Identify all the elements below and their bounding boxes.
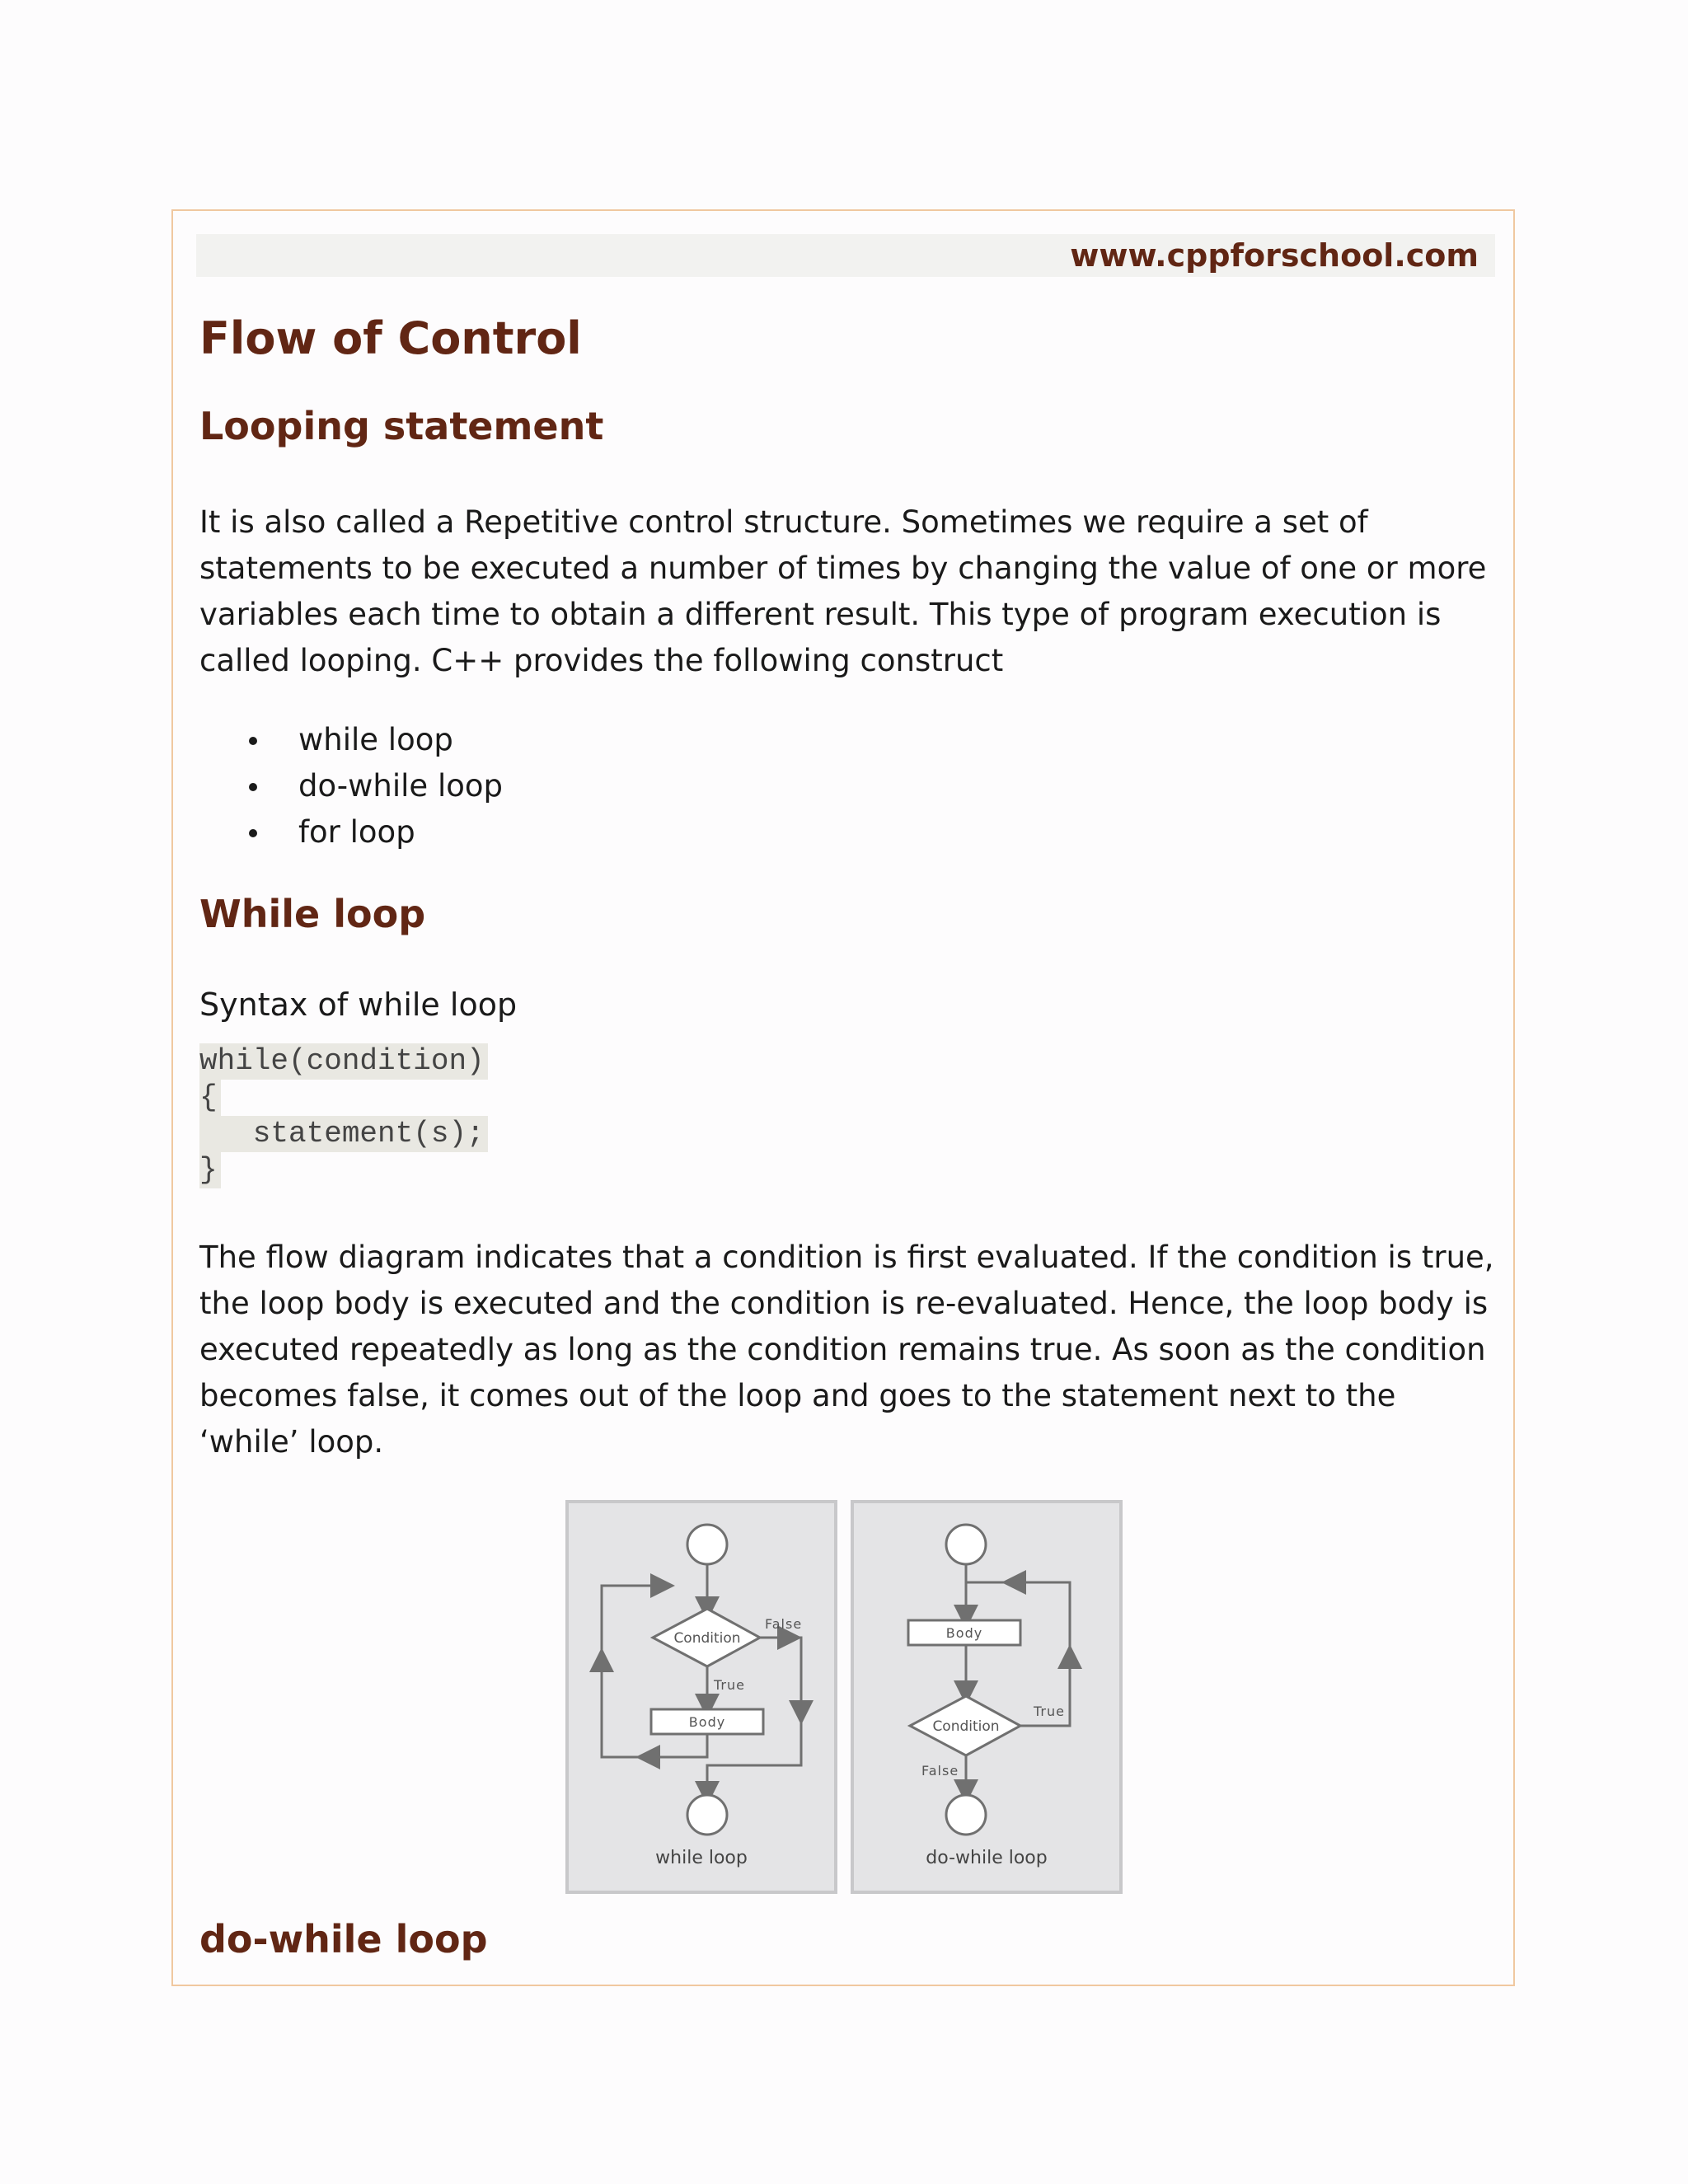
bullet-icon	[249, 783, 257, 791]
start-node	[687, 1525, 727, 1564]
code-line: {	[199, 1080, 221, 1116]
list-item	[199, 809, 503, 855]
while-paragraph: The flow diagram indicates that a condition is first evaluated. If the condition is true, the loop body is executed and the condition is re-evaluated. Hence, the loop body is executed repeatedly as long as the condition remains true. As soon as the condition becomes false, it comes out of the loop and goes to the statement next to the ‘while’ loop.	[199, 1240, 1494, 1460]
dowhile-heading: do-while loop	[199, 1917, 488, 1961]
bullet-icon	[249, 829, 257, 837]
body-label: Body	[945, 1625, 983, 1641]
loop-types-list	[199, 717, 503, 855]
condition-label: Condition	[932, 1718, 1000, 1735]
looping-heading: Looping statement	[199, 404, 604, 448]
true-label: True	[1034, 1704, 1065, 1719]
looping-paragraph: It is also called a Repetitive control structure. Sometimes we require a set of statements to be executed a number of times by changing the value of one or more variables each time to obtain a different result. This type of program execution is called looping. C++ provides the following construct	[199, 504, 1487, 678]
dowhile-loop-diagram	[851, 1500, 1123, 1894]
while-loop-diagram	[565, 1500, 837, 1894]
header-bar	[196, 234, 1495, 277]
false-label: False	[765, 1616, 803, 1632]
page-frame	[171, 209, 1515, 1986]
code-block	[199, 1043, 488, 1188]
while-caption: while loop	[655, 1848, 748, 1868]
true-label: True	[714, 1677, 745, 1693]
end-node	[946, 1795, 986, 1835]
while-flowchart	[569, 1503, 834, 1891]
code-line: }	[199, 1152, 221, 1188]
syntax-label: Syntax of while loop	[199, 987, 518, 1023]
list-item-label: for loop	[298, 814, 415, 850]
code-line: while(condition)	[199, 1043, 488, 1080]
while-heading: While loop	[199, 892, 426, 936]
list-item	[199, 717, 503, 763]
start-node	[946, 1525, 986, 1564]
end-node	[687, 1795, 727, 1835]
dowhile-caption: do-while loop	[926, 1848, 1048, 1868]
loop-flow-diagram	[565, 1500, 1134, 1899]
list-item	[199, 763, 503, 809]
code-line: statement(s);	[199, 1116, 488, 1152]
list-item-label: while loop	[298, 722, 453, 757]
list-item-label: do-while loop	[298, 768, 503, 804]
dowhile-flowchart	[854, 1503, 1119, 1891]
page-title: Flow of Control	[199, 312, 582, 364]
condition-label: Condition	[673, 1630, 741, 1647]
site-url[interactable]: www.cppforschool.com	[1070, 237, 1479, 274]
body-label: Body	[688, 1714, 726, 1730]
false-label: False	[921, 1763, 959, 1779]
bullet-icon	[249, 737, 257, 745]
